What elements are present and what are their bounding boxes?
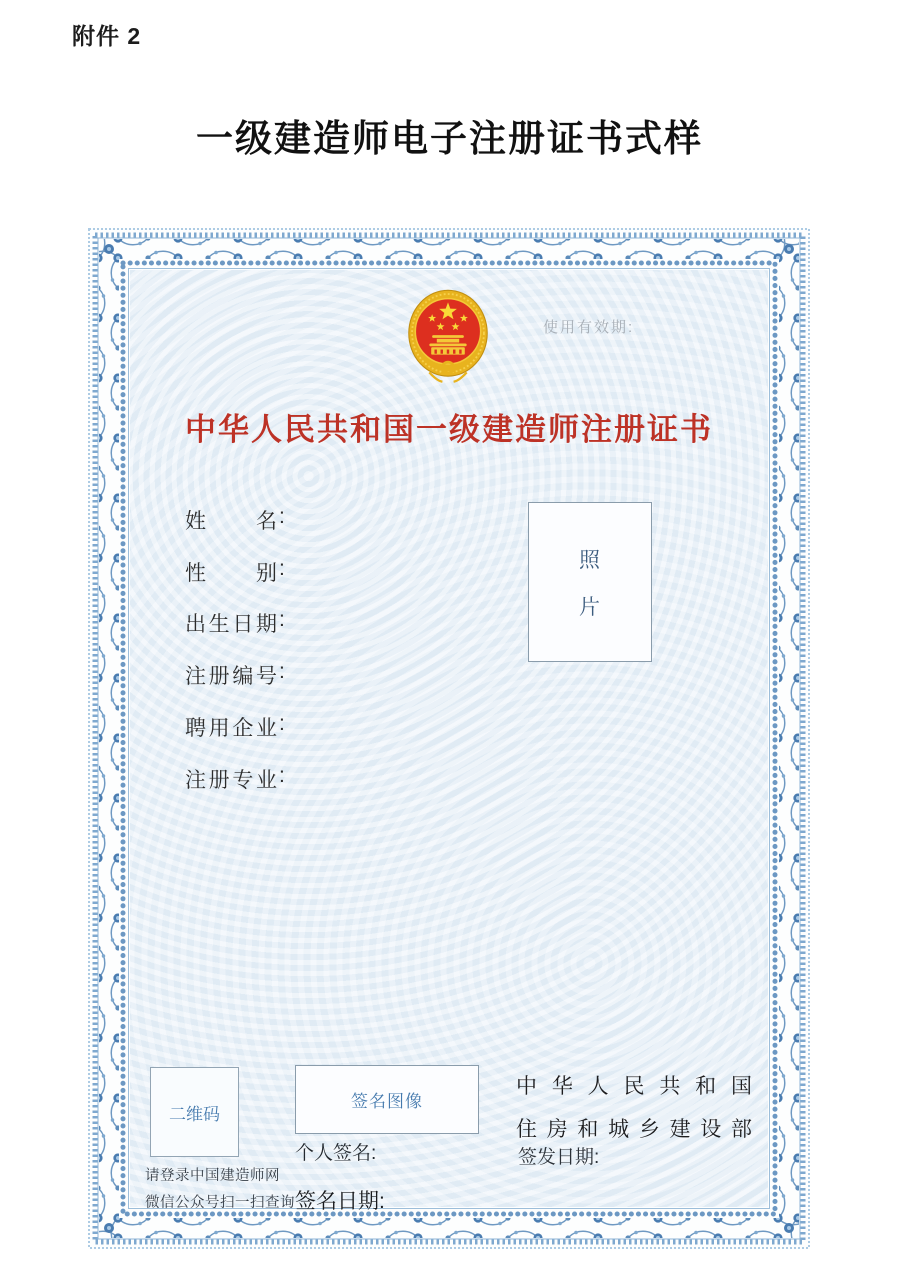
photo-label-char2: 片 bbox=[579, 595, 601, 619]
certificate-heading: 中华人民共和国一级建造师注册证书 bbox=[185, 412, 713, 447]
field-registration-number-colon: : bbox=[279, 660, 285, 683]
photo-placeholder bbox=[528, 502, 652, 662]
field-registered-major-label: 注册专业 bbox=[185, 769, 277, 792]
validity-period-label: 使用有效期: bbox=[543, 319, 635, 336]
qr-note-line2: 微信公众号扫一扫查询 bbox=[145, 1195, 295, 1211]
issuer-line1: 中华人民共和国 bbox=[516, 1075, 752, 1098]
qr-code-label: 二维码 bbox=[169, 1104, 220, 1124]
field-name-colon: : bbox=[279, 505, 285, 528]
field-employer bbox=[185, 712, 285, 738]
field-gender bbox=[185, 557, 285, 583]
photo-label-char1: 照 bbox=[579, 548, 601, 572]
page-title: 一级建造师电子注册证书式样 bbox=[196, 119, 703, 160]
certificate bbox=[88, 228, 810, 1249]
field-registered-major-colon: : bbox=[279, 764, 285, 787]
field-name-label: 姓名 bbox=[185, 510, 277, 533]
field-registered-major bbox=[185, 764, 285, 790]
field-registration-number-label: 注册编号 bbox=[185, 665, 277, 688]
qr-code-placeholder bbox=[150, 1067, 239, 1157]
personal-signature-label: 个人签名: bbox=[295, 1143, 377, 1164]
field-name bbox=[185, 505, 285, 531]
qr-note-line1: 请登录中国建造师网 bbox=[145, 1168, 280, 1184]
field-birth-date-colon: : bbox=[279, 608, 285, 631]
signature-image-label: 签名图像 bbox=[351, 1092, 423, 1111]
field-birth-date-label: 出生日期 bbox=[185, 613, 277, 636]
issuer-line2: 住房和城乡建设部 bbox=[516, 1118, 752, 1141]
field-employer-label: 聘用企业 bbox=[185, 717, 277, 740]
field-registration-number bbox=[185, 660, 285, 686]
field-birth-date bbox=[185, 608, 285, 634]
national-emblem-icon bbox=[406, 288, 490, 384]
issue-date-label: 签发日期: bbox=[518, 1147, 600, 1168]
signature-image-placeholder bbox=[295, 1065, 479, 1134]
field-gender-label: 性别 bbox=[185, 562, 277, 585]
field-employer-colon: : bbox=[279, 712, 285, 735]
field-gender-colon: : bbox=[279, 557, 285, 580]
attachment-label: 附件 2 bbox=[72, 23, 142, 49]
signature-date-label: 签名日期: bbox=[295, 1190, 385, 1213]
